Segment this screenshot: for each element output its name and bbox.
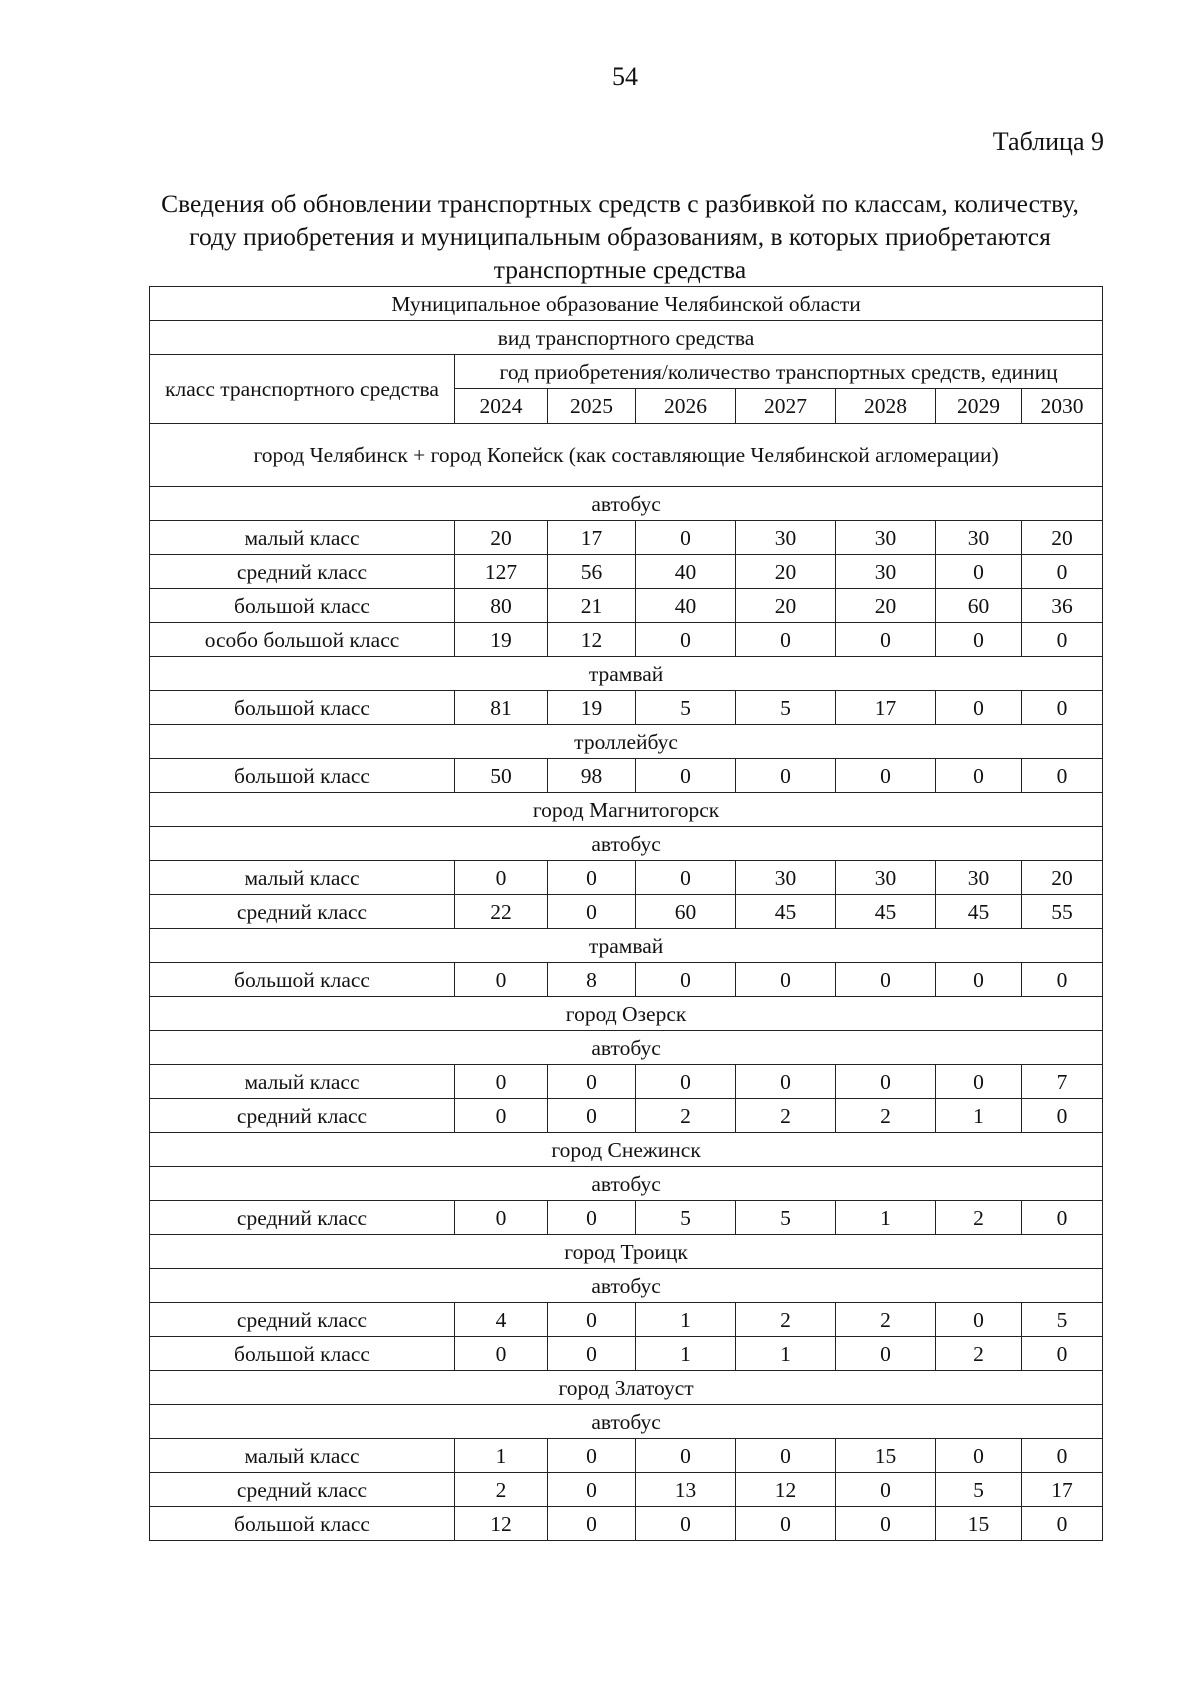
value-cell: 17 [548, 521, 636, 555]
group-label: город Снежинск [150, 1133, 1103, 1167]
table-row [150, 1507, 1103, 1541]
table-header [150, 287, 1103, 424]
table-row [150, 861, 1103, 895]
header-municipality: Муниципальное образование Челябинской области [150, 287, 1103, 321]
value-cell: 0 [548, 1439, 636, 1473]
value-cell: 0 [736, 1507, 836, 1541]
value-cell: 45 [736, 895, 836, 929]
value-cell: 0 [455, 1337, 548, 1371]
group-label: автобус [150, 827, 1103, 861]
group-row [150, 929, 1103, 963]
value-cell: 5 [636, 1201, 736, 1235]
group-row [150, 424, 1103, 487]
value-cell: 12 [736, 1473, 836, 1507]
value-cell: 0 [548, 861, 636, 895]
value-cell: 0 [1022, 555, 1103, 589]
value-cell: 0 [455, 1099, 548, 1133]
value-cell: 0 [836, 1065, 936, 1099]
value-cell: 30 [736, 521, 836, 555]
group-label: автобус [150, 1031, 1103, 1065]
header-year-cell: 2024 [455, 389, 548, 424]
value-cell: 1 [936, 1099, 1022, 1133]
group-row [150, 1235, 1103, 1269]
table-row [150, 895, 1103, 929]
table-row [150, 1065, 1103, 1099]
class-label: средний класс [150, 1099, 455, 1133]
value-cell: 20 [736, 589, 836, 623]
value-cell: 0 [636, 521, 736, 555]
value-cell: 0 [636, 1065, 736, 1099]
group-label: город Троицк [150, 1235, 1103, 1269]
group-label: город Озерск [150, 997, 1103, 1031]
value-cell: 0 [1022, 759, 1103, 793]
value-cell: 5 [736, 1201, 836, 1235]
value-cell: 2 [836, 1303, 936, 1337]
value-cell: 40 [636, 589, 736, 623]
group-label: автобус [150, 1405, 1103, 1439]
value-cell: 0 [836, 1337, 936, 1371]
value-cell: 17 [1022, 1473, 1103, 1507]
value-cell: 30 [836, 861, 936, 895]
header-years-caption: год приобретения/количество транспортных средств, единиц [455, 355, 1103, 389]
value-cell: 0 [836, 1473, 936, 1507]
value-cell: 0 [548, 1337, 636, 1371]
value-cell: 0 [1022, 1337, 1103, 1371]
value-cell: 12 [455, 1507, 548, 1541]
value-cell: 0 [936, 1065, 1022, 1099]
table-body [150, 424, 1103, 1541]
value-cell: 2 [936, 1201, 1022, 1235]
table-row [150, 1473, 1103, 1507]
header-year-cell: 2030 [1022, 389, 1103, 424]
value-cell: 2 [636, 1099, 736, 1133]
table-row [150, 1201, 1103, 1235]
header-class: класс транспортного средства [150, 355, 455, 424]
value-cell: 0 [836, 623, 936, 657]
value-cell: 36 [1022, 589, 1103, 623]
value-cell: 0 [1022, 1507, 1103, 1541]
class-label: малый класс [150, 521, 455, 555]
value-cell: 0 [1022, 623, 1103, 657]
value-cell: 30 [836, 555, 936, 589]
value-cell: 2 [936, 1337, 1022, 1371]
value-cell: 55 [1022, 895, 1103, 929]
value-cell: 0 [548, 1099, 636, 1133]
value-cell: 19 [548, 691, 636, 725]
value-cell: 0 [836, 1507, 936, 1541]
group-row [150, 1371, 1103, 1405]
header-year-cell: 2028 [836, 389, 936, 424]
value-cell: 12 [548, 623, 636, 657]
value-cell: 0 [636, 1439, 736, 1473]
value-cell: 0 [1022, 1099, 1103, 1133]
class-label: большой класс [150, 1337, 455, 1371]
value-cell: 0 [936, 555, 1022, 589]
value-cell: 5 [936, 1473, 1022, 1507]
value-cell: 0 [936, 1439, 1022, 1473]
value-cell: 30 [936, 861, 1022, 895]
value-cell: 2 [455, 1473, 548, 1507]
value-cell: 0 [936, 623, 1022, 657]
header-vehicle-type: вид транспортного средства [150, 321, 1103, 355]
value-cell: 0 [636, 1507, 736, 1541]
value-cell: 8 [548, 963, 636, 997]
value-cell: 0 [636, 623, 736, 657]
group-label: троллейбус [150, 725, 1103, 759]
group-label: трамвай [150, 929, 1103, 963]
value-cell: 2 [736, 1303, 836, 1337]
value-cell: 0 [836, 963, 936, 997]
value-cell: 0 [1022, 1439, 1103, 1473]
table-row [150, 1337, 1103, 1371]
value-cell: 0 [836, 759, 936, 793]
class-label: средний класс [150, 1201, 455, 1235]
class-label: малый класс [150, 1439, 455, 1473]
table-row [150, 521, 1103, 555]
value-cell: 98 [548, 759, 636, 793]
class-label: малый класс [150, 1065, 455, 1099]
value-cell: 0 [548, 1473, 636, 1507]
document-title: Сведения об обновлении транспортных средств с разбивкой по классам, количеству, году приобретения и муниципальным образованиям, в которых приобретаются транспортные средства [161, 189, 1079, 284]
group-label: автобус [150, 1167, 1103, 1201]
value-cell: 1 [736, 1337, 836, 1371]
group-label: автобус [150, 487, 1103, 521]
value-cell: 0 [548, 1201, 636, 1235]
value-cell: 2 [836, 1099, 936, 1133]
class-label: особо большой класс [150, 623, 455, 657]
group-label: город Магнитогорск [150, 793, 1103, 827]
value-cell: 5 [736, 691, 836, 725]
value-cell: 0 [548, 1303, 636, 1337]
value-cell: 0 [736, 1439, 836, 1473]
value-cell: 56 [548, 555, 636, 589]
value-cell: 60 [636, 895, 736, 929]
value-cell: 0 [1022, 1201, 1103, 1235]
table-row [150, 555, 1103, 589]
value-cell: 0 [936, 963, 1022, 997]
value-cell: 4 [455, 1303, 548, 1337]
value-cell: 127 [455, 555, 548, 589]
group-label: город Челябинск + город Копейск (как составляющие Челябинской агломерации) [150, 424, 1103, 487]
value-cell: 1 [455, 1439, 548, 1473]
table-row [150, 623, 1103, 657]
value-cell: 0 [455, 1065, 548, 1099]
value-cell: 50 [455, 759, 548, 793]
table-row [150, 759, 1103, 793]
group-row [150, 1269, 1103, 1303]
header-year-cell: 2025 [548, 389, 636, 424]
value-cell: 15 [936, 1507, 1022, 1541]
group-row [150, 487, 1103, 521]
table-row [150, 691, 1103, 725]
value-cell: 20 [836, 589, 936, 623]
value-cell: 0 [1022, 963, 1103, 997]
value-cell: 0 [548, 1065, 636, 1099]
value-cell: 30 [936, 521, 1022, 555]
class-label: средний класс [150, 1303, 455, 1337]
table-label: Таблица 9 [992, 127, 1104, 156]
class-label: большой класс [150, 589, 455, 623]
group-row [150, 657, 1103, 691]
group-row [150, 827, 1103, 861]
value-cell: 0 [936, 1303, 1022, 1337]
value-cell: 21 [548, 589, 636, 623]
value-cell: 0 [548, 1507, 636, 1541]
table-row [150, 1439, 1103, 1473]
value-cell: 80 [455, 589, 548, 623]
value-cell: 0 [455, 963, 548, 997]
value-cell: 13 [636, 1473, 736, 1507]
value-cell: 1 [636, 1337, 736, 1371]
table-row [150, 1099, 1103, 1133]
value-cell: 0 [636, 759, 736, 793]
value-cell: 19 [455, 623, 548, 657]
value-cell: 0 [636, 861, 736, 895]
value-cell: 2 [736, 1099, 836, 1133]
value-cell: 22 [455, 895, 548, 929]
value-cell: 1 [636, 1303, 736, 1337]
table-row [150, 589, 1103, 623]
value-cell: 30 [736, 861, 836, 895]
value-cell: 20 [736, 555, 836, 589]
value-cell: 0 [455, 861, 548, 895]
table-row [150, 1303, 1103, 1337]
value-cell: 0 [736, 759, 836, 793]
group-row [150, 1031, 1103, 1065]
page-number: 54 [612, 62, 638, 91]
value-cell: 0 [736, 623, 836, 657]
value-cell: 0 [936, 691, 1022, 725]
class-label: большой класс [150, 759, 455, 793]
value-cell: 45 [836, 895, 936, 929]
value-cell: 0 [1022, 691, 1103, 725]
group-row [150, 725, 1103, 759]
class-label: большой класс [150, 691, 455, 725]
table-row [150, 963, 1103, 997]
class-label: средний класс [150, 555, 455, 589]
value-cell: 5 [1022, 1303, 1103, 1337]
value-cell: 15 [836, 1439, 936, 1473]
value-cell: 1 [836, 1201, 936, 1235]
value-cell: 5 [636, 691, 736, 725]
value-cell: 20 [455, 521, 548, 555]
header-year-cell: 2026 [636, 389, 736, 424]
group-label: автобус [150, 1269, 1103, 1303]
group-row [150, 1133, 1103, 1167]
value-cell: 7 [1022, 1065, 1103, 1099]
group-label: трамвай [150, 657, 1103, 691]
group-label: город Златоуст [150, 1371, 1103, 1405]
class-label: средний класс [150, 1473, 455, 1507]
value-cell: 0 [736, 1065, 836, 1099]
value-cell: 0 [455, 1201, 548, 1235]
group-row [150, 997, 1103, 1031]
value-cell: 20 [1022, 521, 1103, 555]
value-cell: 81 [455, 691, 548, 725]
value-cell: 45 [936, 895, 1022, 929]
vehicle-renewal-table [149, 286, 1103, 1541]
value-cell: 0 [736, 963, 836, 997]
header-year-cell: 2029 [936, 389, 1022, 424]
class-label: малый класс [150, 861, 455, 895]
value-cell: 0 [636, 963, 736, 997]
class-label: большой класс [150, 1507, 455, 1541]
value-cell: 0 [548, 895, 636, 929]
value-cell: 30 [836, 521, 936, 555]
class-label: большой класс [150, 963, 455, 997]
class-label: средний класс [150, 895, 455, 929]
value-cell: 40 [636, 555, 736, 589]
group-row [150, 793, 1103, 827]
value-cell: 17 [836, 691, 936, 725]
value-cell: 0 [936, 759, 1022, 793]
group-row [150, 1167, 1103, 1201]
value-cell: 60 [936, 589, 1022, 623]
value-cell: 20 [1022, 861, 1103, 895]
header-year-cell: 2027 [736, 389, 836, 424]
group-row [150, 1405, 1103, 1439]
